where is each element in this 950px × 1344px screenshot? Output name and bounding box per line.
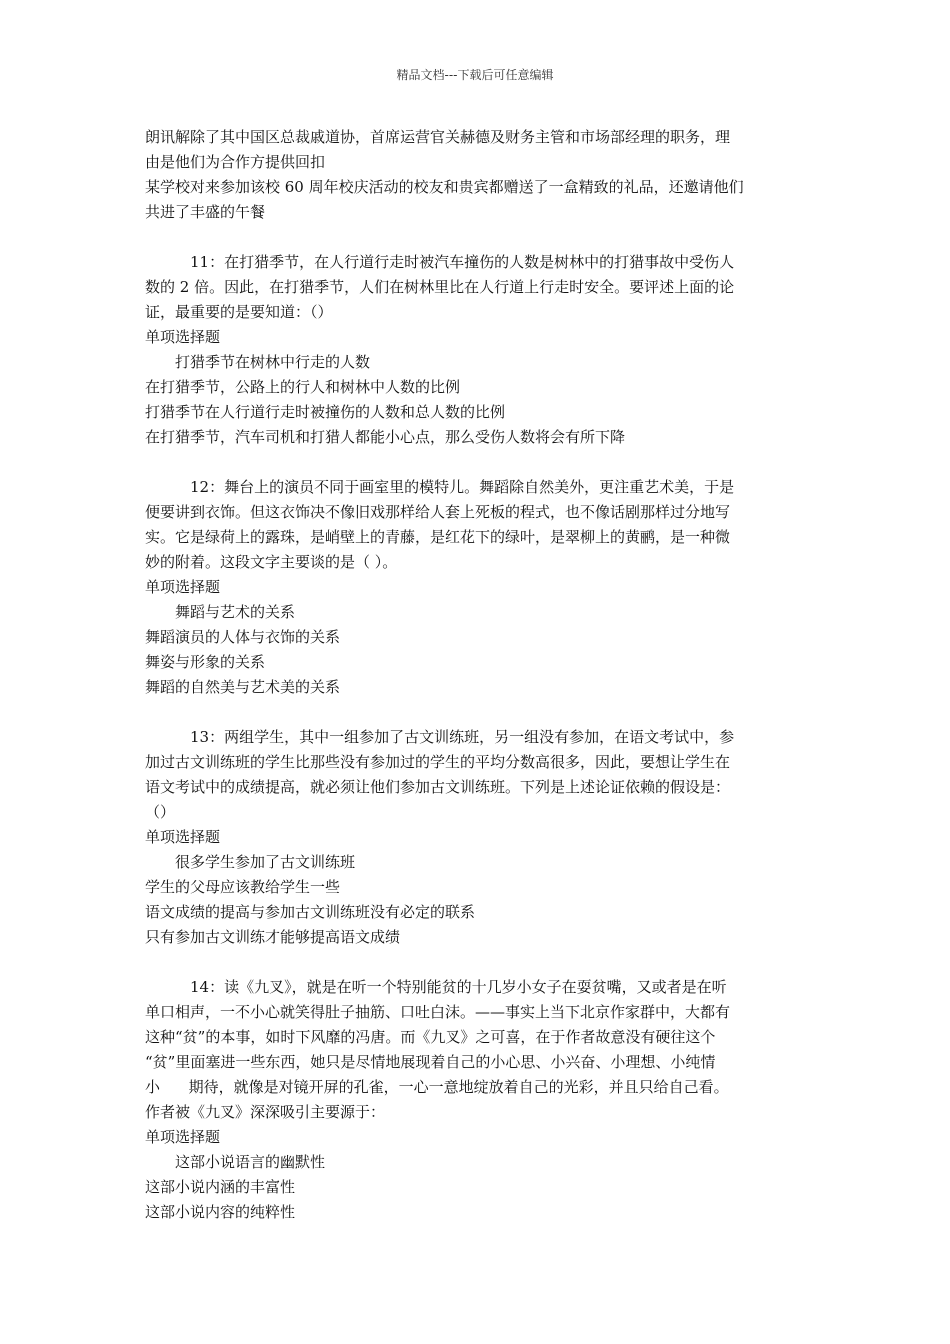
- question-type: 单项选择题: [145, 1128, 221, 1146]
- question-number: 14：: [190, 978, 225, 996]
- option-b: 在打猎季节，公路上的行人和树林中人数的比例: [145, 378, 461, 396]
- question-stem-line: 妙的附着。这段文字主要谈的是（ ）。: [145, 553, 398, 571]
- page-header: 精品文档---下载后可任意编辑: [396, 68, 554, 82]
- question-stem-first-line: 14：读《九叉》，就是在听一个特别能贫的十几岁小女子在耍贫嘴，又或者是在听: [190, 978, 727, 996]
- question-stem-first-line: 13：两组学生，其中一组参加了古文训练班，另一组没有参加，在语文考试中，参: [190, 728, 735, 746]
- question-stem-line: 数的 2 倍。因此，在打猎季节，人们在树林里比在人行道上行走时安全。要评述上面的论: [145, 278, 735, 296]
- question-13: [145, 725, 810, 950]
- question-stem-line: 小 期待，就像是对镜开屏的孔雀，一心一意地绽放着自己的光彩，并且只给自己看。: [145, 1078, 729, 1096]
- question-stem-line: 语文考试中的成绩提高，就必须让他们参加古文训练班。下列是上述论证依赖的假设是：: [145, 778, 731, 796]
- text-line: 某学校对来参加该校 60 周年校庆活动的校友和贵宾都赠送了一盒精致的礼品，还邀请他们: [145, 178, 744, 196]
- question-11: [145, 250, 810, 450]
- document-body: [145, 125, 810, 1225]
- question-type: 单项选择题: [145, 828, 221, 846]
- question-stem-line: 单口相声，一不小心就笑得肚子抽筋、口吐白沫。——事实上当下北京作家群中，大都有: [145, 1003, 731, 1021]
- question-stem-first-line: 11：在打猎季节，在人行道行走时被汽车撞伤的人数是树林中的打猎事故中受伤人: [190, 253, 735, 271]
- question-stem-line: “贫”里面塞进一些东西，她只是尽情地展现着自己的小心思、小兴奋、小理想、小纯情: [145, 1053, 716, 1071]
- question-stem-line: 这种“贫”的本事，如时下风靡的冯唐。而《九叉》之可喜，在于作者故意没有硬往这个: [145, 1028, 716, 1046]
- question-number: 13：: [190, 728, 225, 746]
- text-line: 由是他们为合作方提供回扣: [145, 153, 326, 171]
- question-stem-line: 实。它是绿荷上的露珠，是峭壁上的青藤，是红花下的绿叶，是翠柳上的黄鹂，是一种微: [145, 528, 731, 546]
- intro-option-4: [145, 175, 810, 225]
- option-b: 舞蹈演员的人体与衣饰的关系: [145, 628, 341, 646]
- text-line: 朗讯解除了其中国区总裁戚道协，首席运营官关赫德及财务主管和市场部经理的职务，理: [145, 128, 731, 146]
- option-c: 舞姿与形象的关系: [145, 653, 266, 671]
- question-stem-line: （）: [145, 803, 176, 821]
- question-12: [145, 475, 810, 700]
- option-d: 在打猎季节，汽车司机和打猎人都能小心点，那么受伤人数将会有所下降: [145, 428, 626, 446]
- option-a: 打猎季节在树林中行走的人数: [175, 353, 371, 371]
- question-14: [145, 975, 810, 1225]
- option-d: 舞蹈的自然美与艺术美的关系: [145, 678, 341, 696]
- question-type: 单项选择题: [145, 578, 221, 596]
- question-stem-line: 证，最重要的是要知道：（）: [145, 303, 333, 321]
- text-line: 共进了丰盛的午餐: [145, 203, 266, 221]
- option-d: 只有参加古文训练才能够提高语文成绩: [145, 928, 401, 946]
- option-b: 学生的父母应该教给学生一些: [145, 878, 341, 896]
- question-number: 12：: [190, 478, 225, 496]
- question-stem-line: 作者被《九叉》深深吸引主要源于：: [145, 1103, 386, 1121]
- option-c: 语文成绩的提高与参加古文训练班没有必定的联系: [145, 903, 476, 921]
- question-stem-line: 便要讲到衣饰。但这衣饰决不像旧戏那样给人套上死板的程式，也不像话剧那样过分地写: [145, 503, 731, 521]
- option-a: 很多学生参加了古文训练班: [175, 853, 356, 871]
- intro-option-3: [145, 125, 810, 175]
- option-b: 这部小说内涵的丰富性: [145, 1178, 296, 1196]
- question-stem-line: 加过古文训练班的学生比那些没有参加过的学生的平均分数高很多，因此，要想让学生在: [145, 753, 731, 771]
- option-a: 舞蹈与艺术的关系: [175, 603, 296, 621]
- question-number: 11：: [190, 253, 225, 271]
- question-stem-first-line: 12：舞台上的演员不同于画室里的模特儿。舞蹈除自然美外，更注重艺术美，于是: [190, 478, 735, 496]
- option-c: 这部小说内容的纯粹性: [145, 1203, 296, 1221]
- option-a: 这部小说语言的幽默性: [175, 1153, 326, 1171]
- option-c: 打猎季节在人行道行走时被撞伤的人数和总人数的比例: [145, 403, 506, 421]
- question-type: 单项选择题: [145, 328, 221, 346]
